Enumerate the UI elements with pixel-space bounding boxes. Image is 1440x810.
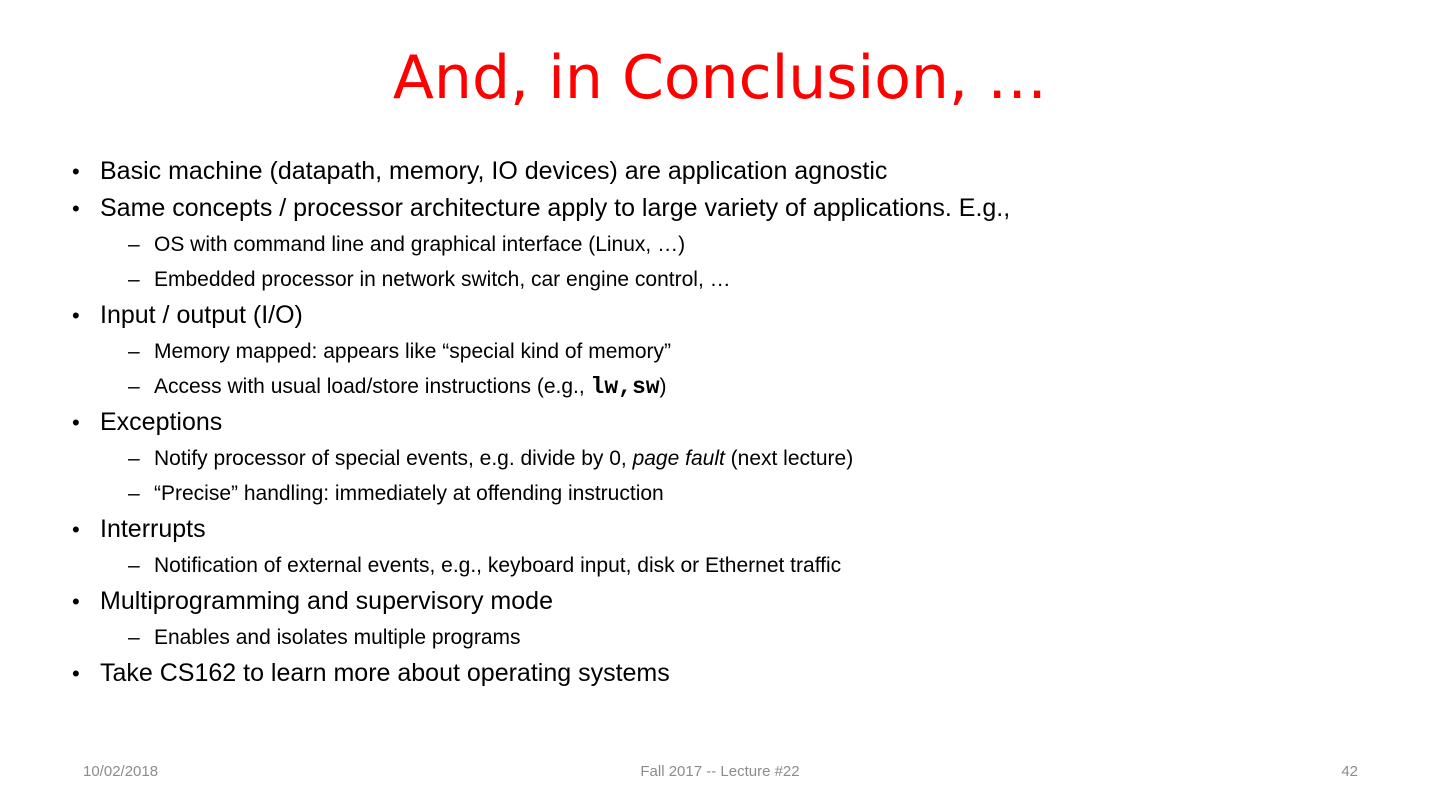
bullet-text: Take CS162 to learn more about operating systems bbox=[100, 659, 670, 687]
bullet-text: Input / output (I/O) bbox=[100, 301, 303, 329]
bullet-list bbox=[72, 153, 1372, 692]
sub-bullet-text bbox=[154, 447, 853, 470]
sub-bullet-text: Notification of external events, e.g., keyboard input, disk or Ethernet traffic bbox=[154, 554, 842, 577]
sub-bullet-text: OS with command line and graphical interface (Linux, …) bbox=[154, 233, 686, 256]
footer-date: 10/02/2018 bbox=[83, 763, 159, 780]
sub-bullet-text: Memory mapped: appears like “special kind of memory” bbox=[154, 340, 672, 363]
bullet-icon: • bbox=[72, 303, 80, 328]
sub-bullet-item bbox=[72, 227, 1372, 262]
sub-bullet-text: “Precise” handling: immediately at offending instruction bbox=[154, 482, 664, 505]
bullet-item bbox=[72, 583, 1372, 620]
dash-icon: – bbox=[128, 375, 140, 398]
sub-bullet-item bbox=[72, 334, 1372, 369]
bullet-icon: • bbox=[72, 661, 80, 686]
bullet-text: Exceptions bbox=[100, 408, 223, 436]
code-snippet: lw,sw bbox=[590, 374, 660, 400]
bullet-icon: • bbox=[72, 589, 80, 614]
bullet-icon: • bbox=[72, 517, 80, 542]
footer-lecture: Fall 2017 -- Lecture #22 bbox=[640, 763, 800, 780]
footer-page-number: 42 bbox=[1341, 763, 1358, 780]
italic-term: page fault bbox=[632, 447, 725, 470]
text-segment: Access with usual load/store instructions (e.g., bbox=[154, 375, 591, 398]
sub-bullet-text: Embedded processor in network switch, car engine control, … bbox=[154, 268, 731, 291]
bullet-item bbox=[72, 153, 1372, 190]
bullet-icon: • bbox=[72, 159, 80, 184]
sub-bullet-item bbox=[72, 476, 1372, 511]
sub-bullet-item bbox=[72, 620, 1372, 655]
text-segment: (next lecture) bbox=[724, 447, 854, 470]
sub-bullet-text bbox=[154, 375, 667, 398]
sub-bullet-item bbox=[72, 262, 1372, 297]
bullet-text: Interrupts bbox=[100, 515, 206, 543]
text-segment: ) bbox=[659, 375, 667, 398]
sub-bullet-item bbox=[72, 548, 1372, 583]
dash-icon: – bbox=[128, 340, 140, 363]
dash-icon: – bbox=[128, 554, 140, 577]
dash-icon: – bbox=[128, 447, 140, 470]
text-segment: Notify processor of special events, e.g. divide by 0, bbox=[154, 447, 633, 470]
bullet-text: Same concepts / processor architecture apply to large variety of applications. E.g., bbox=[100, 194, 1011, 222]
bullet-item bbox=[72, 190, 1372, 227]
bullet-text: Multiprogramming and supervisory mode bbox=[100, 587, 553, 615]
sub-bullet-item bbox=[72, 441, 1372, 476]
bullet-item bbox=[72, 655, 1372, 692]
bullet-text: Basic machine (datapath, memory, IO devices) are application agnostic bbox=[100, 157, 888, 185]
slide-title: And, in Conclusion, … bbox=[392, 43, 1048, 113]
sub-bullet-text: Enables and isolates multiple programs bbox=[154, 626, 521, 649]
bullet-item bbox=[72, 511, 1372, 548]
dash-icon: – bbox=[128, 626, 140, 649]
sub-bullet-item bbox=[72, 369, 1372, 404]
bullet-icon: • bbox=[72, 196, 80, 221]
dash-icon: – bbox=[128, 233, 140, 256]
dash-icon: – bbox=[128, 268, 140, 291]
bullet-item bbox=[72, 297, 1372, 334]
bullet-item bbox=[72, 404, 1372, 441]
dash-icon: – bbox=[128, 482, 140, 505]
bullet-icon: • bbox=[72, 410, 80, 435]
